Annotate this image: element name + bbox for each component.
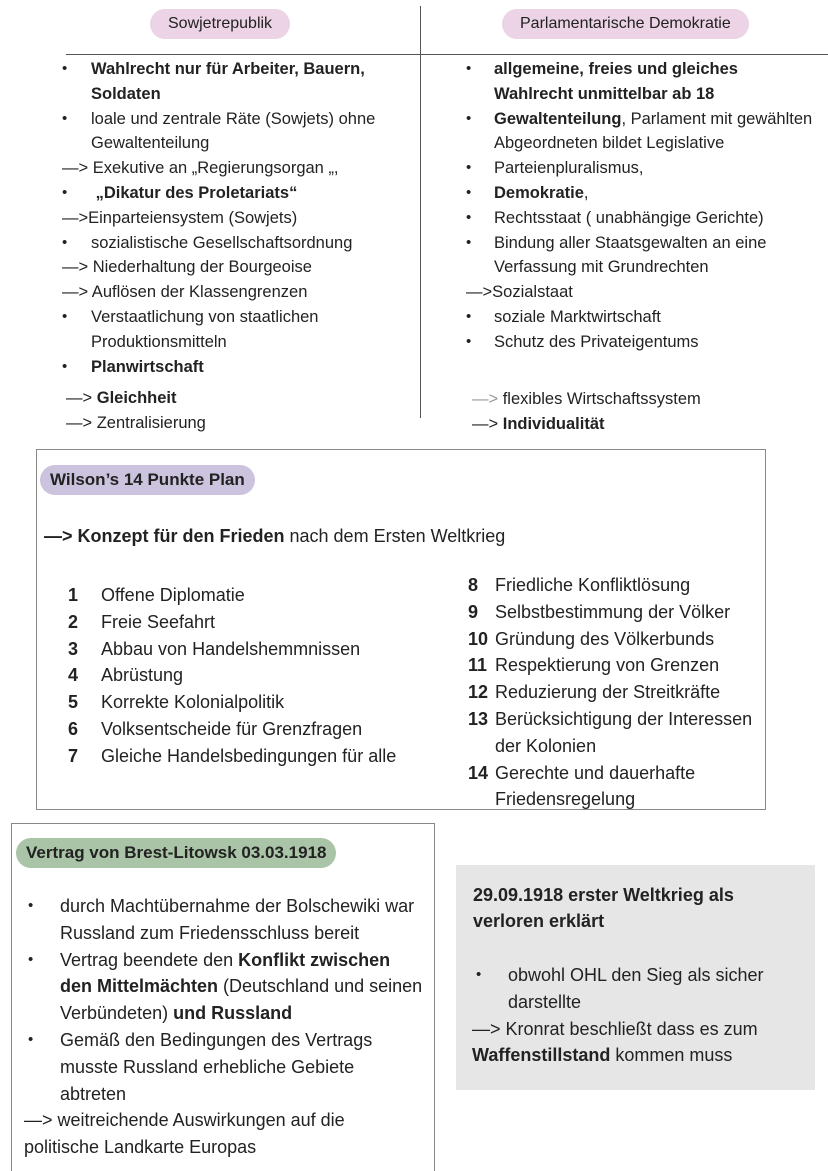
defeat-arrow-line: —> Kronrat beschließt dass es zum Waffenstillstand kommen muss (472, 1018, 758, 1066)
soviet-title: Sowjetrepublik (150, 9, 290, 39)
bullet-icon: • (476, 966, 482, 983)
wilson-title: Wilson’s 14 Punkte Plan (40, 465, 255, 495)
point-text: Korrekte Kolonialpolitik (101, 692, 285, 713)
wilson-point (68, 636, 448, 663)
list-item: • allgemeine, freies und gleiches Wahlrecht unmittelbar ab 18 (466, 57, 820, 107)
point-number: 2 (68, 611, 79, 632)
soviet-result-centralization: —> Zentralisierung (66, 413, 206, 432)
list-item: • Rechtsstaat ( unabhängige Gerichte) (466, 206, 820, 231)
defeat-bullet: • obwohl OHL den Sieg als sicher darstellte (472, 962, 808, 1016)
democracy-result-flexible: —> flexibles Wirtschaftssystem (472, 390, 701, 408)
list-item: • loale und zentrale Räte (Sowjets) ohne Gewaltenteilung (62, 107, 414, 157)
democracy-title: Parlamentarische Demokratie (502, 9, 749, 39)
wilson-point (468, 626, 768, 653)
wilson-point (468, 760, 768, 814)
bullet-icon: • (466, 233, 472, 251)
list-item: • Gemäß den Bedingungen des Vertrags musste Russland erhebliche Gebiete abtreten (24, 1027, 424, 1107)
point-text: Abrüstung (101, 665, 184, 686)
point-text: Volksentscheide für Grenzfragen (101, 718, 363, 739)
bullet-icon: • (28, 1030, 34, 1048)
point-text: Respektierung von Grenzen (495, 655, 720, 676)
list-item: • Wahlrecht nur für Arbeiter, Bauern, Soldaten (62, 57, 414, 107)
point-number: 4 (68, 665, 79, 686)
wilson-intro: —> Konzept für den Frieden nach dem Ersten Weltkrieg (44, 526, 506, 546)
democracy-list (466, 57, 820, 355)
wilson-point (68, 662, 448, 689)
bullet-icon: • (28, 950, 34, 968)
list-item: • „Dikatur des Proletariats“ (62, 181, 414, 206)
arrow-line: —> Exekutive an „Regierungsorgan „, (62, 159, 339, 178)
bullet-icon: • (62, 109, 68, 127)
bullet-icon: • (28, 897, 34, 914)
point-number: 5 (68, 692, 79, 713)
soviet-result-equality: —> Gleichheit (66, 389, 177, 407)
point-number: 9 (468, 601, 479, 622)
point-number: 1 (68, 585, 79, 605)
defeat-content (472, 962, 808, 1069)
column-divider (420, 6, 421, 418)
point-text: Friedliche Konfliktlösung (495, 575, 691, 595)
wilson-point (468, 706, 768, 760)
wilson-point (68, 743, 448, 770)
point-text: Berücksichtigung der Interessen der Kolonien (495, 708, 753, 756)
bullet-icon: • (466, 60, 472, 77)
arrow-line: —> Auflösen der Klassengrenzen (62, 283, 308, 302)
point-text: Gerechte und dauerhafte Friedensregelung (495, 762, 696, 810)
bullet-icon: • (466, 332, 472, 350)
bullet-icon: • (466, 109, 472, 127)
list-item: • Schutz des Privateigentums (466, 330, 820, 355)
point-number: 3 (68, 638, 79, 659)
wilson-point (468, 572, 768, 599)
bullet-icon: • (62, 60, 68, 77)
wilson-point (468, 652, 768, 679)
point-number: 11 (468, 655, 488, 676)
point-number: 10 (468, 628, 489, 649)
democracy-result-individuality: —> Individualität (472, 414, 605, 433)
point-number: 13 (468, 708, 489, 729)
wilson-points-left (68, 582, 448, 770)
bullet-icon: • (466, 183, 472, 201)
list-item: • Demokratie, (466, 181, 820, 206)
arrow-line: —>Einparteiensystem (Sowjets) (62, 208, 298, 227)
wilson-point (68, 689, 448, 716)
wilson-point (68, 582, 448, 609)
point-number: 6 (68, 718, 79, 739)
wilson-point (468, 679, 768, 706)
point-text: Reduzierung der Streitkräfte (495, 682, 721, 703)
wilson-points-right (468, 572, 768, 813)
point-number: 7 (68, 745, 79, 766)
point-text: Freie Seefahrt (101, 611, 216, 632)
point-number: 12 (468, 682, 489, 703)
point-number: 14 (468, 762, 489, 783)
point-text: Abbau von Handelshemmnissen (101, 638, 361, 659)
list-item: • Planwirtschaft (62, 355, 414, 380)
list-item: • Vertrag beendete den Konflikt zwischen den Mittelmächten (Deutschland und seinen Verbündeten) und Russland (24, 947, 424, 1027)
bullet-icon: • (62, 357, 68, 375)
list-item: • Gewaltenteilung, Parlament mit gewählten Abgeordneten bildet Legislative (466, 107, 820, 157)
defeat-title: 29.09.1918 erster Weltkrieg als verloren erklärt (473, 885, 734, 931)
point-text: Offene Diplomatie (101, 585, 245, 605)
soviet-results (66, 386, 406, 436)
democracy-results (472, 387, 812, 437)
point-number: 8 (468, 575, 479, 595)
list-item: • Parteienpluralismus, (466, 156, 820, 181)
list-item: • Bindung aller Staatsgewalten an eine Verfassung mit Grundrechten (466, 231, 820, 281)
wilson-point (68, 609, 448, 636)
list-item: • soziale Marktwirtschaft (466, 305, 820, 330)
list-item: • durch Machtübernahme der Bolschewiki war Russland zum Friedensschluss bereit (24, 893, 424, 947)
bullet-icon: • (466, 208, 472, 226)
wilson-point (68, 716, 448, 743)
brest-list (24, 893, 424, 1161)
point-text: Gründung des Völkerbunds (495, 628, 715, 649)
arrow-line: —> weitreichende Auswirkungen auf die politische Landkarte Europas (24, 1110, 345, 1158)
list-item: • Verstaatlichung von staatlichen Produktionsmitteln (62, 305, 414, 355)
arrow-line: —> Niederhaltung der Bourgeoise (62, 258, 312, 277)
bullet-icon: • (466, 159, 472, 177)
brest-title: Vertrag von Brest-Litowsk 03.03.1918 (16, 838, 336, 868)
point-text: Gleiche Handelsbedingungen für alle (101, 745, 397, 766)
bullet-icon: • (466, 307, 472, 325)
point-text: Selbstbestimmung der Völker (495, 601, 731, 622)
header-divider (66, 54, 828, 55)
list-item: • sozialistische Gesellschaftsordnung (62, 231, 414, 256)
soviet-list (62, 57, 414, 379)
wilson-point (468, 599, 768, 626)
bullet-icon: • (62, 233, 68, 251)
bullet-icon: • (62, 307, 68, 325)
bullet-icon: • (62, 183, 68, 201)
arrow-line: —>Sozialstaat (466, 283, 573, 302)
